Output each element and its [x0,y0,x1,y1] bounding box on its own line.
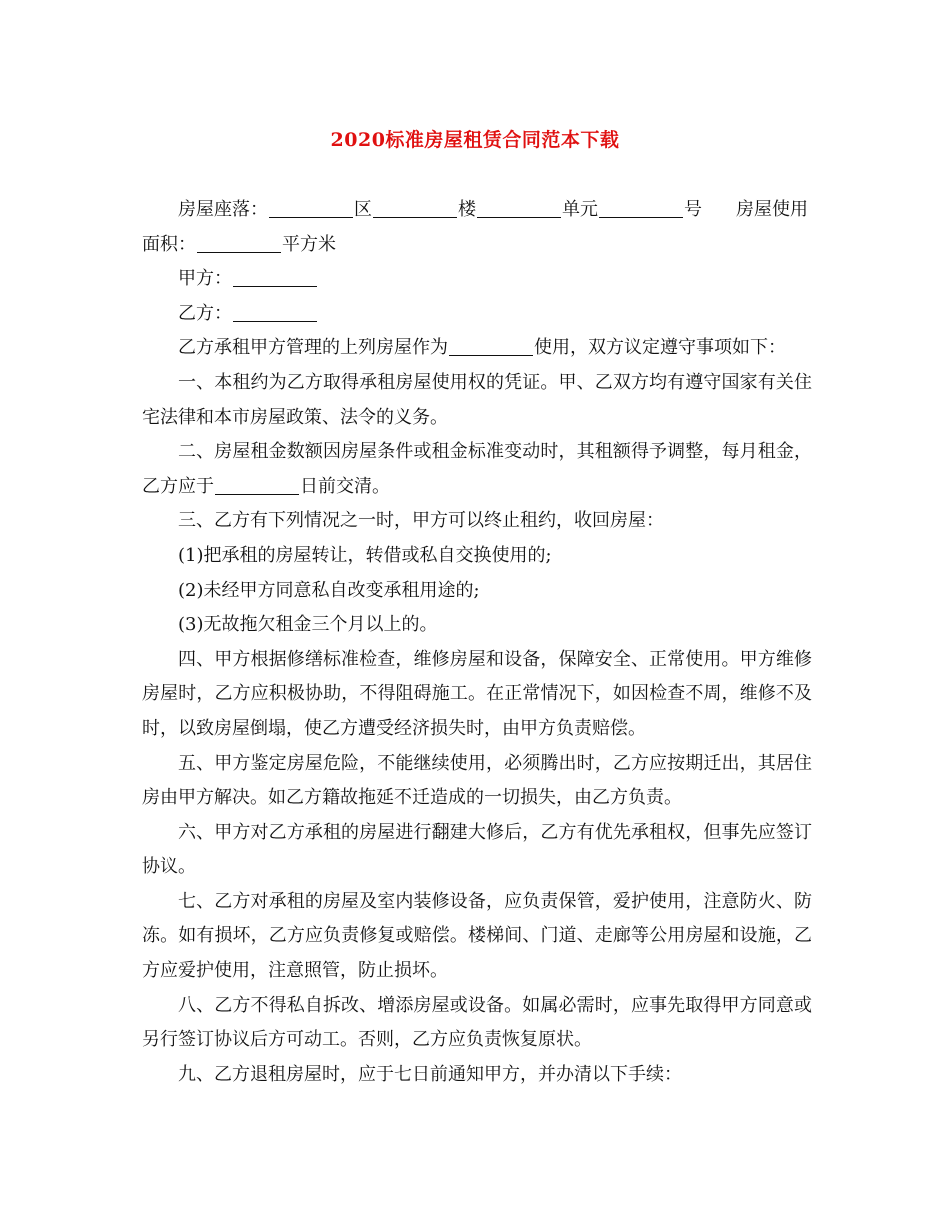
party-a-label: 甲方： [178,268,232,290]
clause-3-item: (1)把承租的房屋转让，转借或私自交换使用的; [178,544,552,566]
usage-text-after: 使用，双方议定遵守事项如下： [534,337,786,359]
building-blank [373,199,457,218]
party-a-blank [233,268,317,287]
clause-6: 六、甲方对乙方承租的房屋进行翻建大修后，乙方有优先承租权，但事先应签订协议。 [142,821,812,878]
document-title: 2020标准房屋租赁合同范本下载 [330,129,620,151]
area-label-b: 面积： [142,233,196,255]
clause-2-text-after: 日前交清。 [300,475,390,497]
unit-label: 单元 [562,199,598,220]
number-blank [599,199,683,218]
clause-8: 八、乙方不得私自拆改、增添房屋或设备。如属必需时，应事先取得甲方同意或另行签订协议后方可动工。否则，乙方应负责恢复原状。 [142,994,812,1051]
usage-blank [449,337,533,356]
clause-3-item: (3)无故拖欠租金三个月以上的。 [178,614,438,636]
building-label: 楼 [458,199,476,220]
clause-5: 五、甲方鉴定房屋危险，不能继续使用，必须腾出时，乙方应按期迁出，其居住房由甲方解决。如乙方籍故拖延不迁造成的一切损失，由乙方负责。 [142,752,812,809]
clause-3: 三、乙方有下列情况之一时，甲方可以终止租约，收回房屋： [178,510,664,532]
clause-2 [142,435,812,504]
party-b-label: 乙方： [178,302,232,324]
clause-4: 四、甲方根据修缮标准检查，维修房屋和设备，保障安全、正常使用。甲方维修房屋时，乙方应积极协助，不得阻碍施工。在正常情况下，如因检查不周，维修不及时，以致房屋倒塌，使乙方遭受经济损失时，由甲方负责赔偿。 [142,648,812,739]
contract-body [142,193,812,1092]
rent-date-blank [215,476,299,495]
area-unit: 平方米 [282,233,336,255]
clause-1: 一、本租约为乙方取得承租房屋使用权的凭证。甲、乙双方均有遵守国家有关住宅法律和本市房屋政策、法令的义务。 [142,371,812,428]
usage-paragraph [142,331,812,366]
usage-text-before: 乙方承租甲方管理的上列房屋作为 [178,337,448,359]
party-b-blank [233,303,317,322]
area-blank [197,234,281,253]
location-paragraph [142,193,812,228]
party-b-line [142,297,812,332]
district-blank [269,199,353,218]
location-label: 房屋座落： [178,199,268,220]
clause-3-item: (2)未经甲方同意私自改变承租用途的; [178,579,480,601]
clause-9: 九、乙方退租房屋时，应于七日前通知甲方，并办清以下手续： [178,1063,682,1085]
area-paragraph [142,228,812,263]
party-a-line [142,262,812,297]
clause-7: 七、乙方对承租的房屋及室内装修设备，应负责保管，爱护使用，注意防火、防冻。如有损坏，乙方应负责修复或赔偿。楼梯间、门道、走廊等公用房屋和设施，乙方应爱护使用，注意照管，防止损坏。 [142,890,812,982]
unit-blank [477,199,561,218]
area-label-a: 房屋使用 [736,199,808,220]
number-label: 号 [684,199,702,220]
district-label: 区 [354,199,372,220]
clause-2-text-before: 二、房屋租金数额因房屋条件或租金标准变动时，其租额得予调整，每月租金，乙方应于 [142,441,812,497]
